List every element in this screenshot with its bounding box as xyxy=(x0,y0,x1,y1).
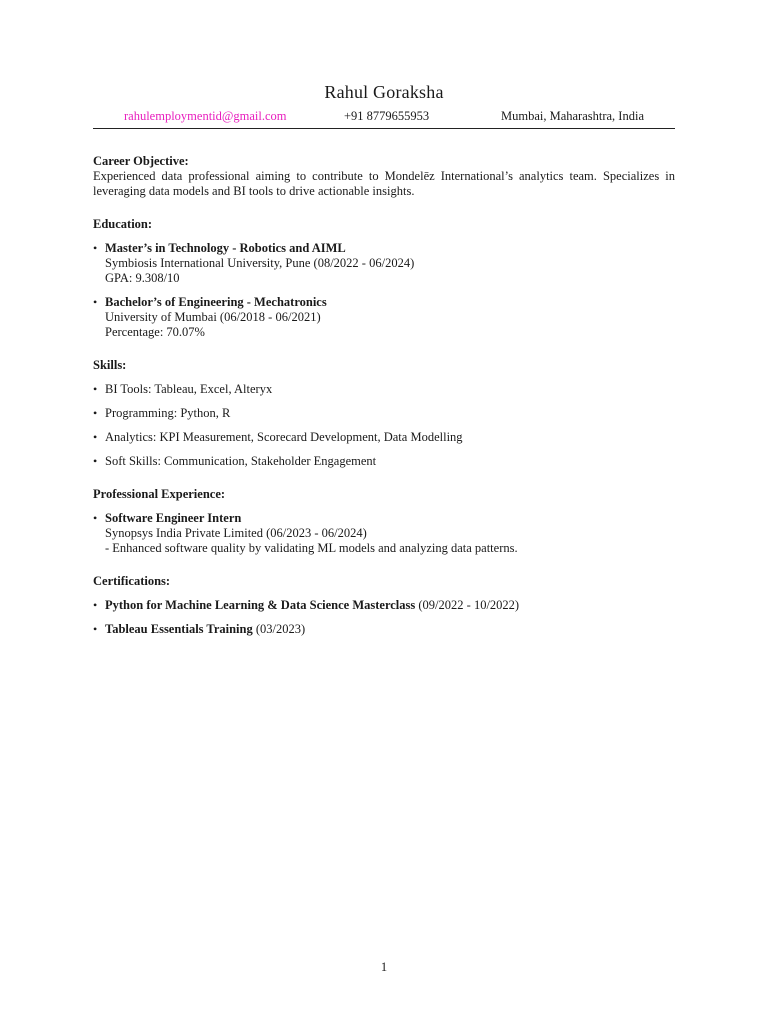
section-title: Career Objective: xyxy=(93,154,189,168)
education-list xyxy=(93,241,675,340)
career-objective-text: Experienced data professional aiming to contribute to Mondelēz International’s analytics team. Specializes in leveraging data models and BI tools to drive actionable insights. xyxy=(93,169,675,198)
location: Mumbai, Maharashtra, India xyxy=(500,109,644,123)
certifications-list xyxy=(93,598,675,637)
candidate-name: Rahul Goraksha xyxy=(324,82,444,102)
list-item xyxy=(93,295,675,340)
list-item: • Programming: Python, R xyxy=(93,406,675,421)
section-experience xyxy=(93,487,675,556)
section-title: Professional Experience: xyxy=(93,487,226,501)
company: Synopsys India Private Limited (06/2023 - 06/2024) xyxy=(105,526,367,540)
section-title: Certifications: xyxy=(93,574,171,588)
certification-dates: (03/2023) xyxy=(255,622,306,636)
degree: • Bachelor’s of Engineering - Mechatronics xyxy=(105,295,327,309)
score: Percentage: 70.07% xyxy=(105,325,205,339)
list-item xyxy=(93,241,675,286)
phone-number: +91 8779655953 xyxy=(344,109,430,123)
section-skills xyxy=(93,358,675,469)
score: GPA: 9.308/10 xyxy=(105,271,180,285)
institution: Symbiosis International University, Pune (08/2022 - 06/2024) xyxy=(105,256,415,270)
header-divider xyxy=(93,128,675,129)
section-title: Skills: xyxy=(93,358,127,372)
list-item: • Soft Skills: Communication, Stakeholder Engagement xyxy=(93,454,675,469)
job-role: • Software Engineer Intern xyxy=(105,511,242,525)
page-number: 1 xyxy=(380,960,388,974)
section-certifications xyxy=(93,574,675,637)
email-link[interactable]: rahulemploymentid@gmail.com xyxy=(124,109,287,123)
section-education xyxy=(93,217,675,340)
skills-list xyxy=(93,382,675,469)
certification-name: Tableau Essentials Training xyxy=(105,622,253,636)
certification-name: Python for Machine Learning & Data Science Masterclass xyxy=(105,598,416,612)
list-item xyxy=(93,622,675,637)
section-career-objective xyxy=(93,154,675,199)
certification-dates: (09/2022 - 10/2022) xyxy=(418,598,520,612)
resume-content xyxy=(93,154,675,655)
section-title: Education: xyxy=(93,217,153,231)
job-detail: - Enhanced software quality by validating ML models and analyzing data patterns. xyxy=(105,541,518,555)
institution: University of Mumbai (06/2018 - 06/2021) xyxy=(105,310,321,324)
list-item: • Analytics: KPI Measurement, Scorecard Development, Data Modelling xyxy=(93,430,675,445)
contact-line xyxy=(93,109,675,125)
list-item xyxy=(93,511,675,556)
degree: • Master’s in Technology - Robotics and AIML xyxy=(105,241,346,255)
experience-list xyxy=(93,511,675,556)
list-item: • BI Tools: Tableau, Excel, Alteryx xyxy=(93,382,675,397)
list-item xyxy=(93,598,675,613)
